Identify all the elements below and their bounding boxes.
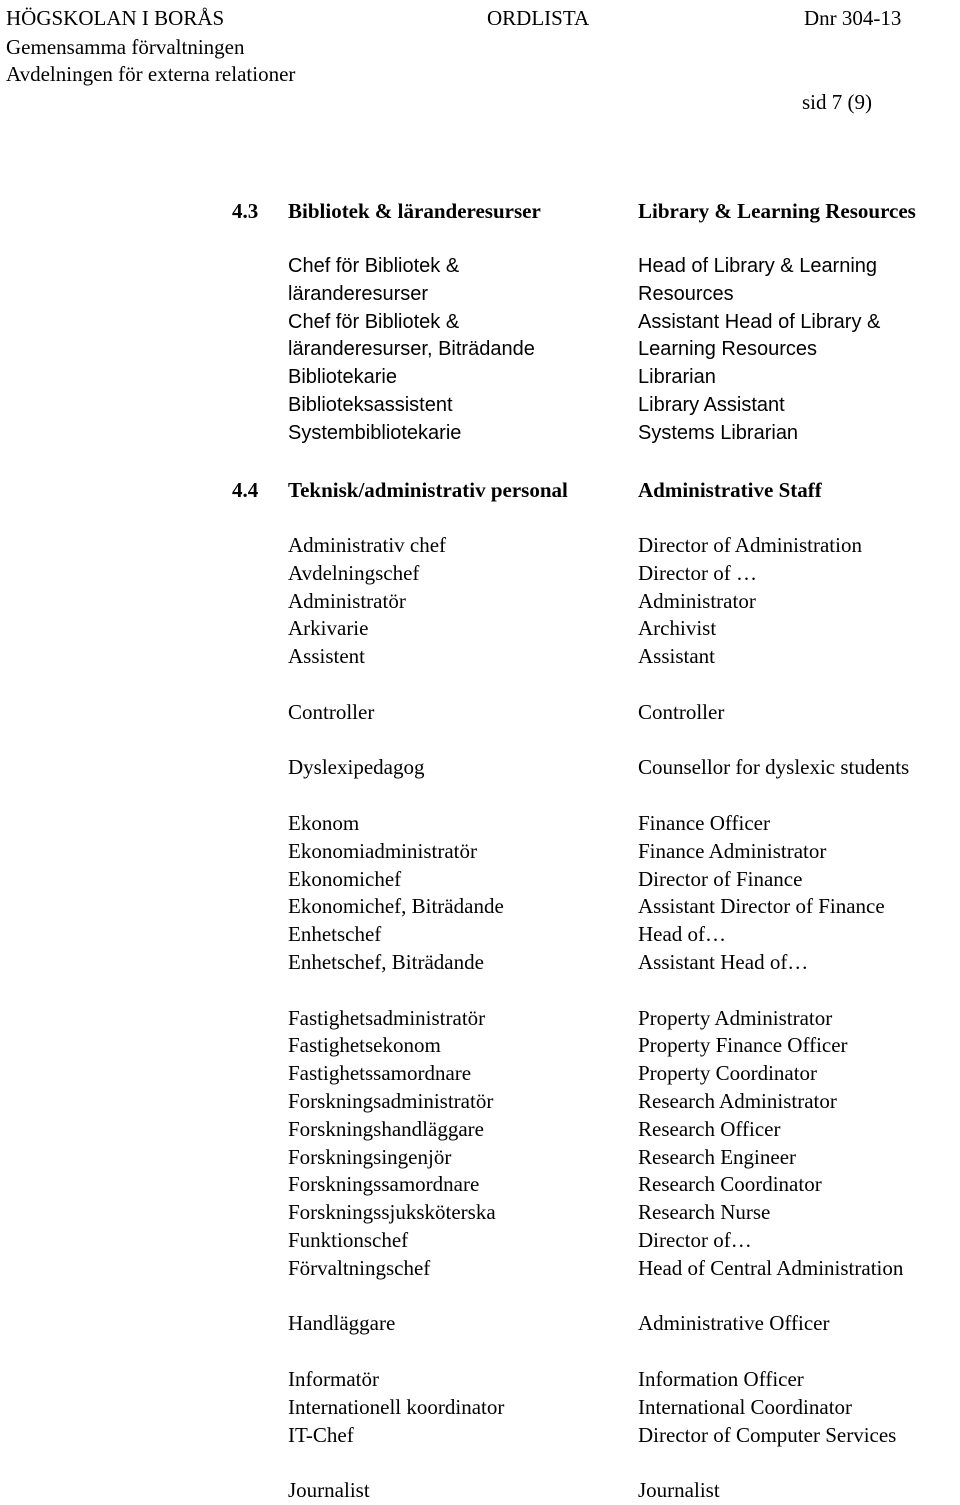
department-name: Gemensamma förvaltningen bbox=[6, 35, 245, 59]
swedish-term: Fastighetsadministratör bbox=[288, 1005, 486, 1030]
english-terms-column bbox=[638, 253, 958, 448]
swedish-term bbox=[288, 782, 628, 810]
swedish-term: Funktionschef bbox=[288, 1227, 409, 1252]
english-term: Research Coordinator bbox=[638, 1172, 822, 1197]
swedish-term: Fastighetsekonom bbox=[288, 1033, 441, 1058]
english-term: Counsellor for dyslexic students bbox=[638, 755, 910, 780]
swedish-term: Assistent bbox=[288, 644, 366, 669]
swedish-term: läranderesurser bbox=[288, 282, 429, 305]
english-term: Finance Administrator bbox=[638, 838, 827, 863]
english-term bbox=[638, 977, 958, 1005]
swedish-term: Ekonomiadministratör bbox=[288, 838, 477, 863]
section-title-swedish: Bibliotek & läranderesurser bbox=[288, 199, 541, 223]
page-number: sid 7 (9) bbox=[802, 90, 872, 114]
english-term: Head of Central Administration bbox=[638, 1255, 904, 1280]
swedish-term: Administratör bbox=[288, 588, 406, 613]
english-term: Librarian bbox=[638, 366, 716, 389]
section-title-english: Administrative Staff bbox=[638, 478, 822, 502]
swedish-term bbox=[288, 671, 628, 699]
english-term: Assistant Head of… bbox=[638, 949, 809, 974]
english-term: Learning Resources bbox=[638, 338, 817, 361]
swedish-term: Förvaltningschef bbox=[288, 1255, 431, 1280]
english-term: Assistant Director of Finance bbox=[638, 894, 885, 919]
section-number: 4.4 bbox=[232, 478, 259, 502]
english-term: Assistant bbox=[638, 644, 716, 669]
english-term: Director of Administration bbox=[638, 533, 862, 557]
english-term: Controller bbox=[638, 699, 725, 724]
swedish-term: Arkivarie bbox=[288, 616, 369, 641]
english-term: Research Officer bbox=[638, 1116, 781, 1141]
swedish-term: Ekonomichef bbox=[288, 866, 402, 891]
swedish-term: Forskningssjuksköterska bbox=[288, 1200, 496, 1225]
english-terms-column bbox=[638, 532, 958, 1505]
english-term: Administrator bbox=[638, 588, 756, 613]
english-term: Head of Library & Learning bbox=[638, 255, 878, 277]
section-title-english: Library & Learning Resources bbox=[638, 199, 916, 223]
swedish-term: Handläggare bbox=[288, 1311, 396, 1336]
swedish-terms-column bbox=[288, 253, 628, 448]
document-number: Dnr 304-13 bbox=[804, 6, 902, 30]
swedish-term: Dyslexipedagog bbox=[288, 755, 425, 780]
english-term bbox=[638, 1283, 958, 1311]
swedish-term: Forskningssamordnare bbox=[288, 1172, 480, 1197]
english-term: Research Nurse bbox=[638, 1200, 771, 1225]
english-term bbox=[638, 671, 958, 699]
swedish-term: IT-Chef bbox=[288, 1422, 354, 1447]
swedish-term bbox=[288, 1283, 628, 1311]
swedish-term: Chef för Bibliotek & bbox=[288, 255, 460, 277]
english-term: Property Administrator bbox=[638, 1005, 833, 1030]
english-term bbox=[638, 1449, 958, 1477]
english-term: Systems Librarian bbox=[638, 421, 799, 444]
english-term: Director of … bbox=[638, 560, 757, 585]
swedish-term: Internationell koordinator bbox=[288, 1394, 505, 1419]
english-term: Journalist bbox=[638, 1478, 720, 1503]
institution-name: HÖGSKOLAN I BORÅS bbox=[6, 6, 225, 30]
english-term: Research Administrator bbox=[638, 1088, 837, 1113]
english-term: Director of Computer Services bbox=[638, 1422, 897, 1447]
swedish-terms-column bbox=[288, 532, 628, 1505]
english-term: Administrative Officer bbox=[638, 1311, 830, 1336]
english-term: Research Engineer bbox=[638, 1144, 797, 1169]
english-term: Head of… bbox=[638, 922, 727, 947]
swedish-term: Avdelningschef bbox=[288, 560, 420, 585]
swedish-term: Forskningsadministratör bbox=[288, 1088, 494, 1113]
document-type: ORDLISTA bbox=[487, 6, 590, 30]
english-term: Director of… bbox=[638, 1227, 752, 1252]
english-term bbox=[638, 1338, 958, 1366]
swedish-term: Journalist bbox=[288, 1478, 370, 1503]
swedish-term: Systembibliotekarie bbox=[288, 421, 462, 444]
swedish-term: Forskningshandläggare bbox=[288, 1116, 484, 1141]
section-title-swedish: Teknisk/administrativ personal bbox=[288, 478, 568, 502]
english-term: Property Coordinator bbox=[638, 1061, 818, 1086]
swedish-term: Enhetschef, Biträdande bbox=[288, 949, 484, 974]
swedish-term: Ekonomichef, Biträdande bbox=[288, 894, 504, 919]
swedish-term: Ekonom bbox=[288, 810, 360, 835]
swedish-term: Chef för Bibliotek & bbox=[288, 310, 460, 333]
english-term bbox=[638, 727, 958, 755]
english-term: Finance Officer bbox=[638, 810, 770, 835]
swedish-term: Bibliotekarie bbox=[288, 366, 397, 389]
english-term: Archivist bbox=[638, 616, 717, 641]
english-term: Information Officer bbox=[638, 1366, 804, 1391]
swedish-term: Biblioteksassistent bbox=[288, 393, 453, 416]
swedish-term: Fastighetssamordnare bbox=[288, 1061, 472, 1086]
swedish-term bbox=[288, 977, 628, 1005]
english-term bbox=[638, 782, 958, 810]
swedish-term: Administrativ chef bbox=[288, 533, 447, 557]
english-term: Assistant Head of Library & bbox=[638, 310, 881, 333]
swedish-term bbox=[288, 727, 628, 755]
swedish-term: läranderesurser, Biträdande bbox=[288, 338, 535, 361]
english-term: Director of Finance bbox=[638, 866, 803, 891]
swedish-term: Informatör bbox=[288, 1366, 379, 1391]
english-term: Resources bbox=[638, 282, 734, 305]
swedish-term: Forskningsingenjör bbox=[288, 1144, 452, 1169]
swedish-term: Enhetschef bbox=[288, 922, 382, 947]
swedish-term bbox=[288, 1338, 628, 1366]
swedish-term: Controller bbox=[288, 699, 375, 724]
section-number: 4.3 bbox=[232, 199, 259, 223]
english-term: Library Assistant bbox=[638, 393, 785, 416]
unit-name: Avdelningen för externa relationer bbox=[6, 62, 296, 86]
english-term: International Coordinator bbox=[638, 1394, 853, 1419]
swedish-term bbox=[288, 1449, 628, 1477]
english-term: Property Finance Officer bbox=[638, 1033, 848, 1058]
